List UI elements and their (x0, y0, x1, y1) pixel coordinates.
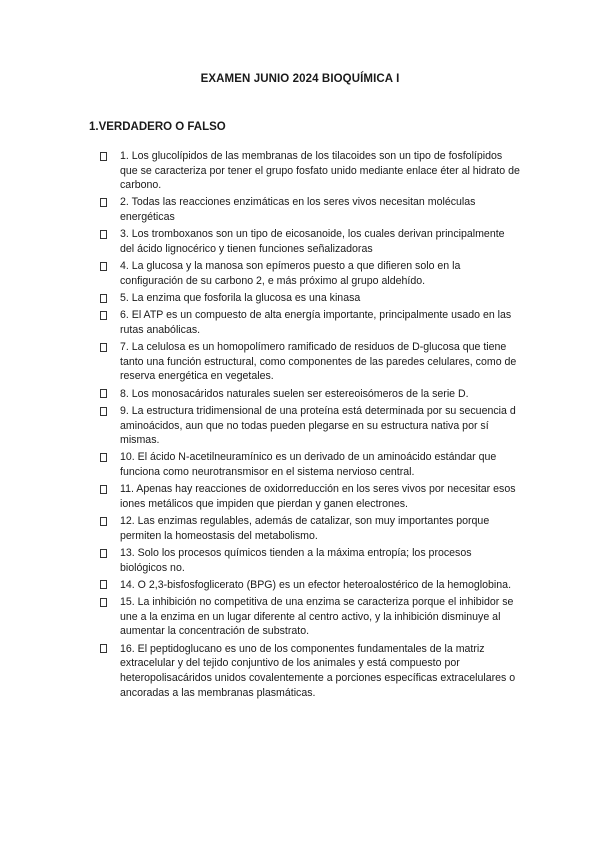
question-item-10 (100, 450, 520, 479)
question-text: 7. La celulosa es un homopolímero ramificado de residuos de D-glucosa que tiene tanto una función estructural, como componentes de las paredes celulares, como de reserva energética en vegetales. (120, 341, 517, 383)
checkbox-icon[interactable] (100, 311, 107, 320)
question-text: 14. O 2,3-bisfosfoglicerato (BPG) es un efector heteroalostérico de la hemoglobina. (120, 578, 512, 591)
checkbox-icon[interactable] (100, 598, 107, 607)
question-item-1 (100, 149, 520, 193)
question-item-6 (100, 308, 520, 337)
question-text: 11. Apenas hay reacciones de oxidorreducción en los seres vivos por necesitar esos iones metálicos que impiden que pierdan y ganen electrones. (120, 483, 516, 510)
question-text: 10. El ácido N-acetilneuramínico es un derivado de un aminoácido estándar que funciona como neurotransmisor en el sistema nervioso central. (120, 451, 497, 479)
question-item-8 (100, 387, 520, 402)
checkbox-icon[interactable] (100, 262, 107, 271)
question-text: 16. El peptidoglucano es uno de los componentes fundamentales de la matriz extracelular y del tejido conjuntivo de los animales y está compuesto por heteropolisacáridos unidos covalentemente a porciones específicas extracelulares o ancoradas a las membranas plasmáticas. (120, 642, 516, 699)
question-text: 15. La inhibición no competitiva de una enzima se caracteriza porque el inhibidor se une a la enzima en un lugar diferente al centro activo, y la inhibición disminuye al aumentar la concentración de substrato. (120, 596, 514, 638)
question-text: 5. La enzima que fosforila la glucosa es una kinasa (120, 292, 361, 305)
question-item-3 (100, 227, 520, 256)
section-heading: 1.VERDADERO O FALSO (89, 121, 226, 133)
checkbox-icon[interactable] (100, 152, 107, 161)
checkbox-icon[interactable] (100, 294, 107, 303)
exam-title: EXAMEN JUNIO 2024 BIOQUÍMICA I (200, 73, 400, 85)
question-text: 12. Las enzimas regulables, además de catalizar, son muy importantes porque permiten la homeostasis del metabolismo. (120, 515, 490, 542)
question-text: 4. La glucosa y la manosa son epímeros puesto a que difieren solo en la configuración de su carbono 2, e más próximo al grupo aldehído. (120, 260, 461, 287)
question-text: 6. El ATP es un compuesto de alta energía importante, principalmente usado en las rutas anabólicas. (120, 309, 512, 336)
question-item-15 (100, 595, 520, 639)
checkbox-icon[interactable] (100, 644, 107, 653)
question-item-4 (100, 259, 520, 288)
question-item-13 (100, 546, 520, 575)
checkbox-icon[interactable] (100, 580, 107, 589)
checkbox-icon[interactable] (100, 453, 107, 462)
checkbox-icon[interactable] (100, 549, 107, 558)
question-item-9 (100, 404, 520, 448)
question-item-2 (100, 195, 520, 224)
question-text: 1. Los glucolípidos de las membranas de los tilacoides son un tipo de fosfolípidos que se caracteriza por tener el grupo fosfato unido mediante enlace éter al hidrato de carbono. (120, 150, 520, 192)
question-item-16 (100, 642, 520, 700)
checkbox-icon[interactable] (100, 407, 107, 416)
checkbox-icon[interactable] (100, 230, 107, 239)
question-text: 2. Todas las reacciones enzimáticas en los seres vivos necesitan moléculas energéticas (120, 196, 476, 224)
question-text: 3. Los tromboxanos son un tipo de eicosanoide, los cuales derivan principalmente del ácido lignocérico y tienen funciones señalizadoras (120, 228, 505, 255)
question-item-14 (100, 578, 520, 593)
question-text: 13. Solo los procesos químicos tienden a la máxima entropía; los procesos biológicos no. (120, 547, 472, 574)
question-text: 9. La estructura tridimensional de una proteína está determinada por su secuencia d aminoácidos, aun que no todas pueden plegarse en su estructura nativa por sí mismas. (120, 405, 516, 447)
question-item-11 (100, 482, 520, 511)
question-text: 8. Los monosacáridos naturales suelen ser estereoisómeros de la serie D. (120, 387, 469, 400)
checkbox-icon[interactable] (100, 389, 107, 398)
question-list (100, 149, 520, 703)
checkbox-icon[interactable] (100, 485, 107, 494)
checkbox-icon[interactable] (100, 343, 107, 352)
question-item-12 (100, 514, 520, 543)
checkbox-icon[interactable] (100, 198, 107, 207)
question-item-5 (100, 291, 520, 306)
question-item-7 (100, 340, 520, 384)
checkbox-icon[interactable] (100, 517, 107, 526)
